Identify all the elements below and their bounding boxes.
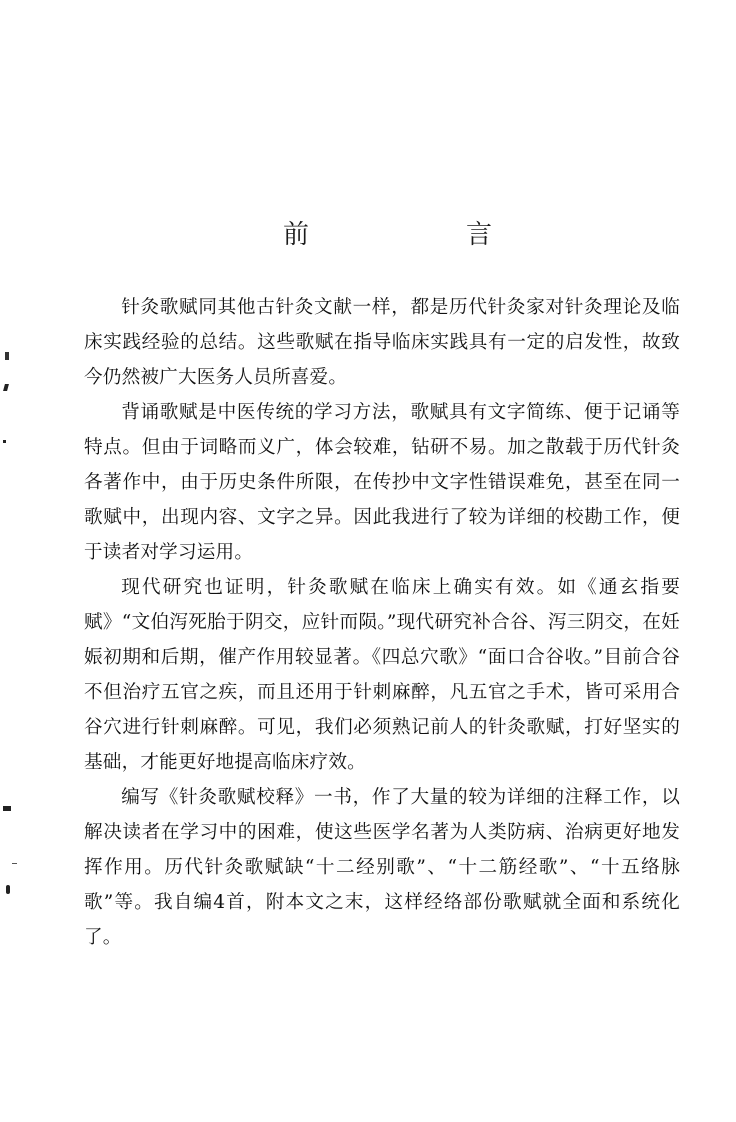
paragraph-2: 背诵歌赋是中医传统的学习方法，歌赋具有文字简练、便于记诵等特点。但由于词略而义广，体会较难，钻研不易。加之散载于历代针灸各著作中，由于历史条件所限，在传抄中文字性错误难免，甚至在同一歌赋中，出现内容、文字之异。因此我进行了较为详细的校勘工作，便于读者对学习运用。: [84, 402, 680, 563]
title-char-1: 前: [283, 220, 310, 250]
scan-mark: [12, 863, 17, 864]
page-title: [0, 218, 736, 258]
title-char-2: 言: [466, 220, 493, 250]
scan-mark: [6, 885, 10, 894]
scan-mark: [3, 806, 11, 811]
paragraph-3: 现代研究也证明，针灸歌赋在临床上确实有效。如《通玄指要赋》“文伯泻死胎于阴交，应针而陨。”现代研究补合谷、泻三阴交，在妊娠初期和后期，催产作用较显著。《四总穴歌》“面口合谷收。”目前合谷不但治疗五官之疾，而且还用于针刺麻醉，凡五官之手术，皆可采用合谷穴进行针刺麻醉。可见，我们必须熟记前人的针灸歌赋，打好坚实的基础，才能更好地提高临床疗效。: [84, 577, 680, 773]
scan-mark: [5, 352, 9, 360]
paragraph-1: 针灸歌赋同其他古针灸文献一样，都是历代针灸家对针灸理论及临床实践经验的总结。这些歌赋在指导临床实践具有一定的启发性，故致今仍然被广大医务人员所喜爱。: [84, 297, 680, 388]
paragraph-4: 编写《针灸歌赋校释》一书，作了大量的较为详细的注释工作，以解决读者在学习中的困难，使这些医学名著为人类防病、治病更好地发挥作用。历代针灸歌赋缺“十二经别歌”、“十二筋经歌”、“十五络脉歌”等。我自编4首，附本文之末，这样经络部份歌赋就全面和系统化了。: [84, 787, 680, 948]
scan-mark: [3, 440, 6, 443]
scan-mark: [3, 384, 9, 391]
preface-body: [84, 290, 680, 955]
